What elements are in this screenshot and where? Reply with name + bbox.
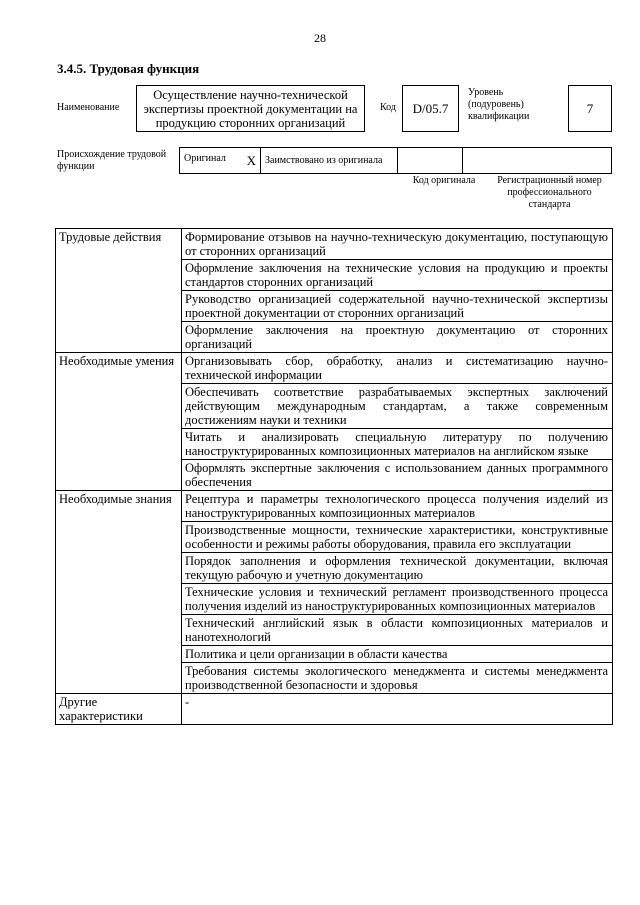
labor-actions-item: Оформление заключения на технические условия на продукцию и проекты стандартов сторонних организаций <box>182 260 613 291</box>
required-skills-item: Оформлять экспертные заключения с использованием данных программного обеспечения <box>182 460 613 491</box>
labor-actions-row <box>56 229 613 260</box>
section-title: 3.4.5. Трудовая функция <box>57 61 200 76</box>
code-original-cell <box>398 148 463 174</box>
other-characteristics-row <box>56 694 613 725</box>
required-knowledge-item: Технический английский язык в области композиционных материалов и нанотехнологий <box>182 615 613 646</box>
other-characteristics-item: - <box>182 694 613 725</box>
required-knowledge-label: Необходимые знания <box>56 491 182 694</box>
origin-label: Происхождение трудовой функции <box>57 149 167 172</box>
code-original-label: Код оригинала <box>412 175 476 186</box>
name-label: Наименование <box>57 102 120 113</box>
function-code: D/05.7 <box>402 85 459 132</box>
required-skills-label: Необходимые умения <box>56 353 182 491</box>
other-characteristics-label: Другие характеристики <box>56 694 182 725</box>
required-knowledge-item: Рецептура и параметры технологического процесса получения изделий из наноструктурированных композиционных материалов <box>182 491 613 522</box>
required-knowledge-item: Производственные мощности, технические характеристики, конструктивные особенности и режимы работы оборудования, правила его эксплуатации <box>182 522 613 553</box>
required-knowledge-item: Технические условия и технический регламент производственного процесса получения изделий из наноструктурированных композиционных материалов <box>182 584 613 615</box>
borrowed-label: Заимствовано из оригинала <box>261 148 398 174</box>
required-knowledge-item: Политика и цели организации в области качества <box>182 646 613 663</box>
reg-number-cell <box>463 148 612 174</box>
reg-number-label: Регистрационный номер профессионального стандарта <box>497 175 602 210</box>
code-label: Код <box>380 102 396 113</box>
required-knowledge-item: Порядок заполнения и оформления технической документации, включая текущую рабочую и учетную документацию <box>182 553 613 584</box>
qualification-level: 7 <box>568 85 612 132</box>
origin-table <box>179 147 612 174</box>
original-cell <box>180 148 261 174</box>
main-table <box>55 228 613 725</box>
page-number: 28 <box>314 31 326 45</box>
required-skills-row <box>56 353 613 384</box>
required-skills-item: Организовывать сбор, обработку, анализ и систематизацию научно-технической информации <box>182 353 613 384</box>
labor-actions-item: Формирование отзывов на научно-техническую документацию, поступающую от сторонних организаций <box>182 229 613 260</box>
labor-actions-label: Трудовые действия <box>56 229 182 353</box>
original-label: Оригинал <box>184 152 226 164</box>
required-skills-item: Читать и анализировать специальную литературу по получению наноструктурированных композиционных материалов на английском языке <box>182 429 613 460</box>
labor-actions-item: Оформление заключения на проектную документацию от сторонних организаций <box>182 322 613 353</box>
required-knowledge-item: Требования системы экологического менеджмента и системы менеджмента производственной безопасности и здоровья <box>182 663 613 694</box>
level-label: Уровень (подуровень) квалификации <box>468 87 530 122</box>
labor-actions-item: Руководство организацией содержательной научно-технической экспертизы проектной документации от сторонних организаций <box>182 291 613 322</box>
required-knowledge-row <box>56 491 613 522</box>
original-mark: X <box>246 152 256 168</box>
function-name: Осуществление научно-технической экспертизы проектной документации на продукцию сторонних организаций <box>136 85 365 132</box>
required-skills-item: Обеспечивать соответствие разрабатываемых экспертных заключений действующим международным стандартам, а также современным достижениям науки и техники <box>182 384 613 429</box>
